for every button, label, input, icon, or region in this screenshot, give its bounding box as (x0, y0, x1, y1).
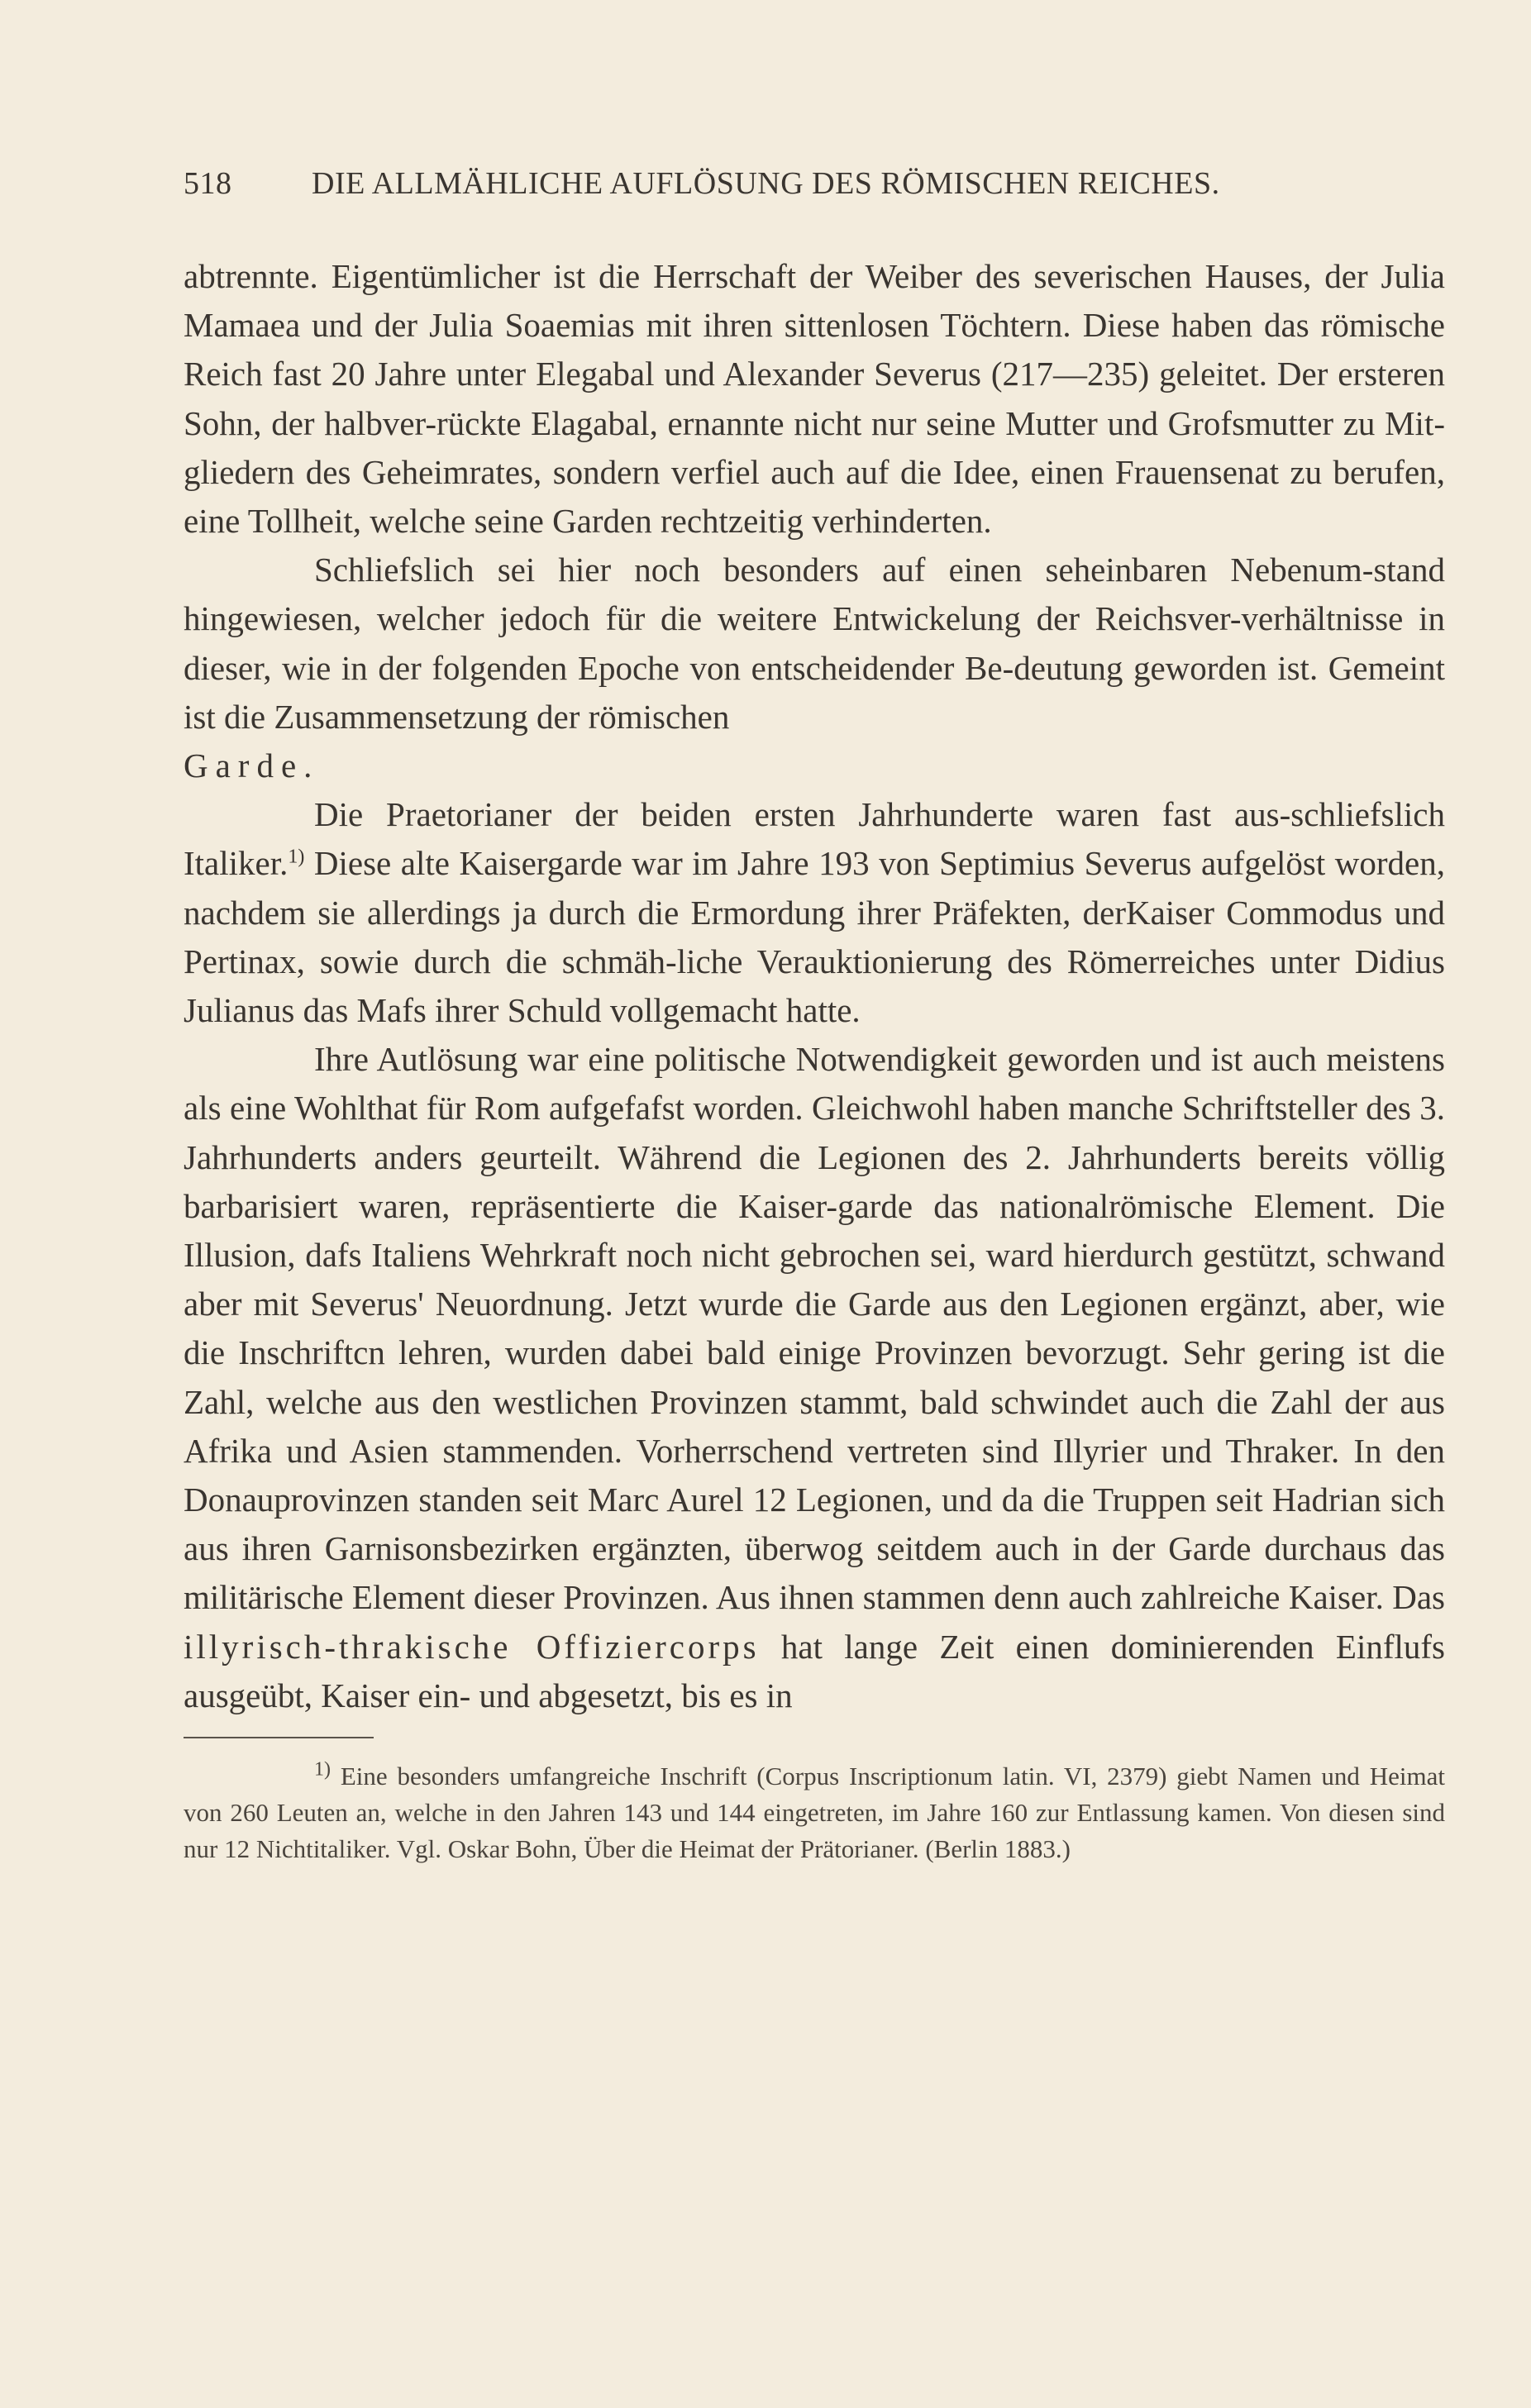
paragraph-3 (184, 790, 1445, 1035)
paragraph-1 (184, 252, 1445, 546)
running-head (184, 165, 1445, 215)
running-title: DIE ALLMÄHLICHE AUFLÖSUNG DES RÖMISCHEN REICHES. (312, 166, 1220, 201)
footnote-reference: 1) (288, 846, 305, 868)
footnote-divider (184, 1737, 374, 1738)
footnote (184, 1758, 1445, 1867)
page-number: 518 (184, 166, 232, 201)
paragraph-3-text-b: Diese alte Kaisergarde war im Jahre 193 von Septimius Severus aufgelöst worden, nachdem sie allerdings ja durch die Ermordung ihrer Präfekten, derKaiser Commodus und Pertinax, sowie durch die schmäh-liche Verauktionierung des Römerreiches unter Didius Julianus das Mafs ihrer Schuld vollgemacht hatte. (184, 844, 1445, 1030)
paragraph-3-text-a: Die Praetorianer der beiden ersten Jahrhunderte waren fast aus-schliefslich Italiker. (184, 795, 1445, 883)
book-page (184, 165, 1445, 1867)
paragraph-4 (184, 1035, 1445, 1720)
paragraph-2-text: Schliefslich sei hier noch besonders auf einen seheinbaren Nebenum-stand hingewiesen, welcher jedoch für die weitere Entwickelung der Reichsver-verhältnisse in dieser, wie in der folgenden Epoche von entscheidender Be-deutung geworden ist. Gemeint ist die Zusammensetzung der römischen (184, 551, 1445, 736)
spaced-term-garde: Garde. (184, 746, 320, 785)
spaced-term-offiziercorps: illyrisch-thrakische Offiziercorps (184, 1627, 760, 1666)
body-text (184, 252, 1445, 1720)
paragraph-4-text-a: Ihre Autlösung war eine politische Notwendigkeit geworden und ist auch meistens als eine Wohlthat für Rom aufgefafst worden. Gleichwohl haben manche Schriftsteller des 3. Jahrhunderts anders geurteilt. Während die Legionen des 2. Jahrhunderts bereits völlig barbarisiert waren, repräsentierte die Kaiser-garde das nationalrömische Element. Die Illusion, dafs Italiens Wehrkraft noch nicht gebrochen sei, ward hierdurch gestützt, schwand aber mit Severus' Neuordnung. Jetzt wurde die Garde aus den Legionen ergänzt, aber, wie die Inschriftcn lehren, wurden dabei bald einige Provinzen bevorzugt. Sehr gering ist die Zahl, welche aus den westlichen Provinzen stammt, bald schwindet auch die Zahl der aus Afrika und Asien stammenden. Vorherrschend vertreten sind Illyrier und Thraker. In den Donauprovinzen standen seit Marc Aurel 12 Legionen, und da die Truppen seit Hadrian sich aus ihren Garnisonsbezirken ergänzten, überwog seitdem auch in der Garde durchaus das militärische Element dieser Provinzen. Aus ihnen stammen denn auch zahlreiche Kaiser. Das (184, 1040, 1445, 1617)
paragraph-1-text: abtrennte. Eigentümlicher ist die Herrschaft der Weiber des severischen Hauses, der Julia Mamaea und der Julia Soaemias mit ihren sittenlosen Töchtern. Diese haben das römische Reich fast 20 Jahre unter Elegabal und Alexander Severus (217—235) geleitet. Der ersteren Sohn, der halbver-rückte Elagabal, ernannte nicht nur seine Mutter und Grofsmutter zu Mit-gliedern des Geheimrates, sondern verfiel auch auf die Idee, einen Frauensenat zu berufen, eine Tollheit, welche seine Garden rechtzeitig verhinderten. (184, 257, 1445, 541)
paragraph-4-text-b: hat lange Zeit einen dominierenden Einflufs ausgeübt, Kaiser ein- und abgesetzt, bis es in (184, 1627, 1445, 1714)
footnote-text: Eine besonders umfangreiche Inschrift (Corpus Inscriptionum latin. VI, 2379) giebt Namen und Heimat von 260 Leuten an, welche in den Jahren 143 und 144 eingetreten, im Jahre 160 zur Entlassung kamen. Von diesen sind nur 12 Nichtitaliker. Vgl. Oskar Bohn, Über die Heimat der Prätorianer. (Berlin 1883.) (184, 1762, 1445, 1864)
footnote-marker: 1) (314, 1758, 331, 1781)
paragraph-2 (184, 546, 1445, 790)
